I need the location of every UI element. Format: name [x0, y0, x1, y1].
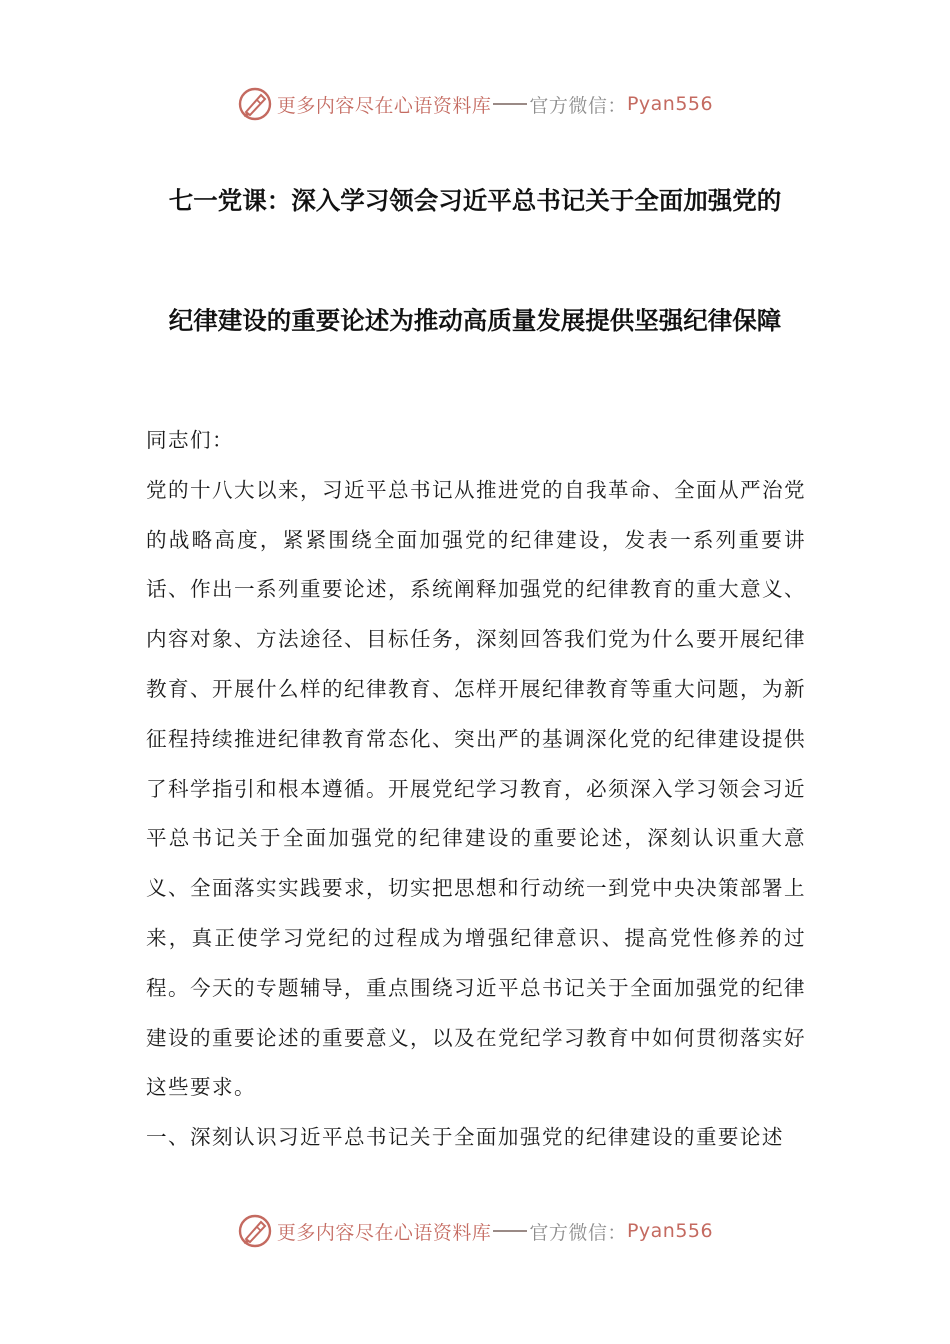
document-title-line-1: 七一党课：深入学习领会习近平总书记关于全面加强党的 — [168, 186, 782, 215]
watermark-wechat-id: Pyan556 — [626, 93, 714, 115]
watermark-wechat-label: 官方微信： — [529, 94, 627, 117]
header-watermark — [0, 84, 950, 124]
body-paragraph: 党的十八大以来，习近平总书记从推进党的自我革命、全面从严治党的战略高度，紧紧围绕全面加强党的纪律建设，发表一系列重要讲话、作出一系列重要论述，系统阐释加强党的纪律教育的重大意义、内容对象、方法途径、目标任务，深刻回答我们党为什么要开展纪律教育、开展什么样的纪律教育、怎样开展纪律教育等重大问题，为新征程持续推进纪律教育常态化、突出严的基调深化党的纪律建设提供了科学指引和根本遵循。开展党纪学习教育，必须深入学习领会习近平总书记关于全面加强党的纪律建设的重要论述，深刻认识重大意义、全面落实实践要求，切实把思想和行动统一到党中央决策部署上来，真正使学习党纪的过程成为增强纪律意识、提高党性修养的过程。今天的专题辅导，重点围绕习近平总书记关于全面加强党的纪律建设的重要论述的重要意义，以及在党纪学习教育中如何贯彻落实好这些要求。 — [146, 477, 806, 1100]
pen-logo-icon — [237, 86, 273, 122]
watermark-dash — [493, 103, 527, 105]
watermark-site-text: 更多内容尽在心语资料库 — [276, 1221, 492, 1244]
document-title-line-2: 纪律建设的重要论述为推动高质量发展提供坚强纪律保障 — [168, 306, 782, 335]
salutation: 同志们： — [146, 428, 234, 452]
section-heading: 一、深刻认识习近平总书记关于全面加强党的纪律建设的重要论述 — [146, 1125, 784, 1150]
pen-logo-icon — [237, 1213, 273, 1249]
document-body — [146, 416, 806, 1163]
watermark-wechat-id: Pyan556 — [626, 1220, 714, 1242]
watermark-site-text: 更多内容尽在心语资料库 — [276, 94, 492, 117]
watermark-dash — [493, 1230, 527, 1232]
watermark-wechat-label: 官方微信： — [529, 1221, 627, 1244]
footer-watermark — [0, 1211, 950, 1251]
